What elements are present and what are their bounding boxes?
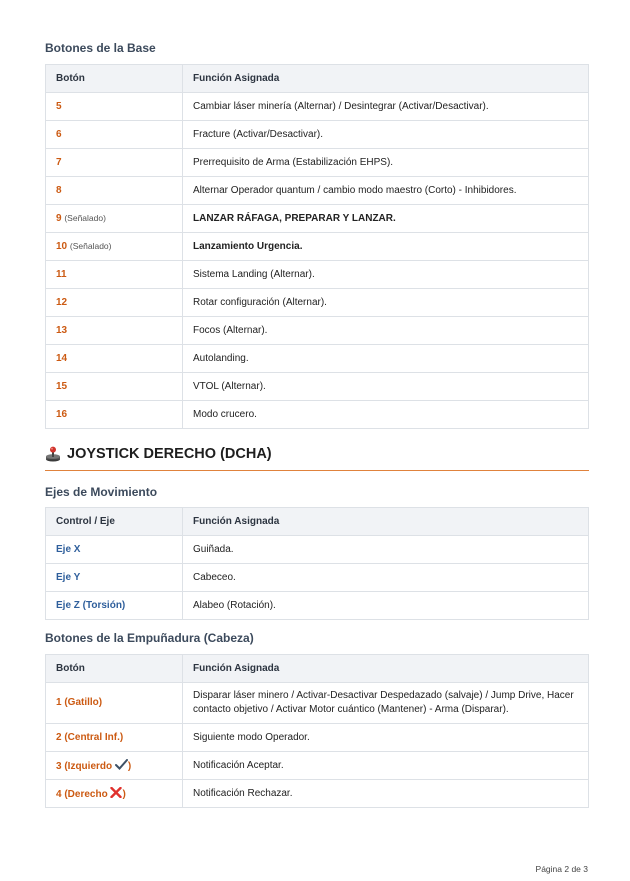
table-row [46,401,589,429]
button-function: Focos (Alternar). [183,317,589,345]
table-row [46,592,589,620]
axis-function: Guiñada. [183,536,589,564]
column-header: Función Asignada [183,655,589,683]
column-header: Función Asignada [183,65,589,93]
base-buttons-title: Botones de la Base [45,41,156,55]
button-function: Sistema Landing (Alternar). [183,261,589,289]
button-key-cell [46,233,183,261]
axes-title: Ejes de Movimiento [45,485,158,499]
button-function: Modo crucero. [183,401,589,429]
table-header-row [46,508,589,536]
button-key: 7 [46,149,183,177]
base-buttons-table [45,64,589,429]
grip-function: Disparar láser minero / Activar-Desactivar Despedazado (salvaje) / Jump Drive, Hacer contacto objetivo / Activar Motor cuántico (Mantener) - Arma (Disparar). [183,683,589,724]
button-key: 16 [46,401,183,429]
grip-key-cell: 3 (Izquierdo ) [46,752,183,780]
table-row [46,536,589,564]
button-key: 15 [46,373,183,401]
table-row [46,121,589,149]
button-note: (Señalado) [69,241,112,251]
button-key: 5 [46,93,183,121]
axis-key: Eje Z (Torsión) [46,592,183,620]
button-function: Lanzamiento Urgencia. [183,233,589,261]
table-row [46,233,589,261]
button-key: 10 [56,241,68,252]
button-key: 6 [46,121,183,149]
button-note: (Señalado) [64,213,106,223]
table-header-row [46,65,589,93]
column-header: Botón [46,65,183,93]
table-row [46,780,589,808]
button-function: VTOL (Alternar). [183,373,589,401]
grip-buttons-table [45,654,589,808]
grip-function: Notificación Rechazar. [183,780,589,808]
table-row [46,317,589,345]
button-function: Rotar configuración (Alternar). [183,289,589,317]
table-row [46,724,589,752]
check-icon [115,759,128,770]
button-function: Fracture (Activar/Desactivar). [183,121,589,149]
column-header: Control / Eje [46,508,183,536]
button-key: 8 [46,177,183,205]
button-key: 9 [56,213,62,224]
table-row [46,177,589,205]
axes-table [45,507,589,620]
axis-key: Eje Y [46,564,183,592]
button-function: Autolanding. [183,345,589,373]
table-row [46,683,589,724]
grip-key: 2 (Central Inf.) [46,724,183,752]
column-header: Botón [46,655,183,683]
grip-buttons-title: Botones de la Empuñadura (Cabeza) [45,631,254,645]
cross-icon [110,787,122,798]
button-function: LANZAR RÁFAGA, PREPARAR Y LANZAR. [183,205,589,233]
table-row [46,564,589,592]
table-row [46,752,589,780]
grip-key: 1 (Gatillo) [46,683,183,724]
button-function: Cambiar láser minería (Alternar) / Desintegrar (Activar/Desactivar). [183,93,589,121]
table-row [46,345,589,373]
grip-key: 3 (Izquierdo [56,761,113,772]
button-key: 12 [46,289,183,317]
column-header: Función Asignada [183,508,589,536]
table-row [46,261,589,289]
button-key: 11 [46,261,183,289]
axis-function: Cabeceo. [183,564,589,592]
table-row [46,289,589,317]
grip-key: 4 (Derecho [56,789,108,800]
table-row [46,205,589,233]
button-key: 13 [46,317,183,345]
page-number: Página 2 de 3 [535,864,588,874]
table-row [46,93,589,121]
grip-function: Notificación Aceptar. [183,752,589,780]
button-function: Prerrequisito de Arma (Estabilización EHPS). [183,149,589,177]
button-key: 14 [46,345,183,373]
joystick-heading-text: JOYSTICK DERECHO (DCHA) [67,446,272,462]
button-function: Alternar Operador quantum / cambio modo maestro (Corto) - Inhibidores. [183,177,589,205]
table-row [46,373,589,401]
button-key-cell [46,205,183,233]
grip-function: Siguiente modo Operador. [183,724,589,752]
axis-function: Alabeo (Rotación). [183,592,589,620]
table-header-row [46,655,589,683]
table-row [46,149,589,177]
axis-key: Eje X [46,536,183,564]
grip-key-cell: 4 (Derecho ) [46,780,183,808]
joystick-heading [45,446,589,471]
joystick-icon [45,446,61,462]
